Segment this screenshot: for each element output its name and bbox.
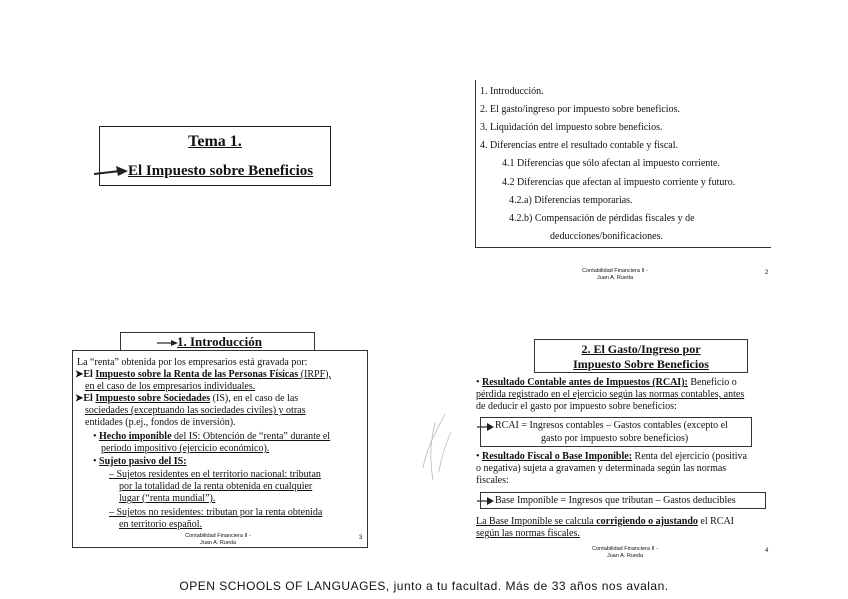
- text-line: sociedades (exceptuando las sociedades civiles) y otras: [85, 405, 306, 416]
- base-imponible-formula-box: [480, 492, 766, 509]
- arrow-right-icon: [94, 165, 130, 179]
- text-line: – Sujetos residentes en el territorio nacional: tributan: [109, 469, 321, 480]
- text-line: ➤El Impuesto sobre la Renta de las Personas Físicas (IRPF),: [75, 369, 331, 380]
- slide2-index-box: [475, 80, 771, 248]
- index-item: 3. Liquidación del impuesto sobre beneficios.: [480, 122, 663, 133]
- arrow-right-icon: [157, 339, 179, 347]
- pen-scribble-mark: [415, 410, 465, 490]
- text-line: – Sujetos no residentes: tributan por la renta obtenida: [109, 507, 323, 518]
- slide2-footer: Contabilidad Financiera II - Juan A. Rueda: [582, 268, 648, 281]
- formula-line: RCAI = Ingresos contables – Gastos contables (excepto el: [495, 420, 728, 431]
- text-line: en el caso de los empresarios individuales.: [85, 381, 256, 392]
- slide3-page-number: 3: [359, 535, 363, 541]
- slide3-header: 1. Introducción: [177, 334, 262, 349]
- text-line: ➤El Impuesto sobre Sociedades (IS), en el caso de las: [75, 393, 299, 404]
- slide3-footer: Contabilidad Financiera II - Juan A. Rueda: [185, 533, 251, 546]
- index-item: 1. Introducción.: [480, 86, 544, 97]
- text-line: o negativa) sujeta a gravamen y determinada según las normas: [476, 463, 727, 474]
- index-item: 4.2.a) Diferencias temporarias.: [509, 195, 633, 206]
- text-line: entidades (p.ej., fondos de inversión).: [85, 417, 236, 428]
- text-line: • Resultado Contable antes de Impuestos (RCAI): Beneficio o: [476, 377, 737, 388]
- text-line: pérdida registrado en el ejercicio según las normas contables, antes: [476, 389, 745, 400]
- formula-line: Base Imponible = Ingresos que tributan – Gastos deducibles: [495, 495, 736, 506]
- index-item: 4.2 Diferencias que afectan al impuesto corriente y futuro.: [502, 177, 736, 188]
- text-line: según las normas fiscales.: [476, 528, 580, 539]
- text-line: • Resultado Fiscal o Base Imponible: Renta del ejercicio (positiva: [476, 451, 747, 462]
- rcai-formula-box: [480, 417, 752, 447]
- slide3-body-box: [72, 350, 368, 548]
- slide2-page-number: 2: [765, 270, 769, 276]
- arrow-right-icon: [477, 422, 495, 432]
- slide1-title-box: [99, 126, 331, 186]
- formula-line: gasto por impuesto sobre beneficios): [541, 433, 689, 444]
- text-line: La “renta” obtenida por los empresarios está gravada por:: [77, 357, 308, 368]
- text-line: La Base Imponible se calcula corrigiendo o ajustando el RCAI: [476, 516, 735, 527]
- slide4-page-number: 4: [765, 548, 769, 554]
- slide1-subtitle: El Impuesto sobre Beneficios: [128, 163, 314, 179]
- index-item: 4. Diferencias entre el resultado contable y fiscal.: [480, 140, 678, 151]
- index-item: deducciones/bonificaciones.: [550, 231, 664, 242]
- text-line: lugar (“renta mundial”).: [119, 493, 216, 504]
- slide4-header-box: [534, 339, 748, 373]
- text-line: en territorio español.: [119, 519, 203, 530]
- arrow-right-icon: [477, 496, 495, 506]
- index-item: 4.1 Diferencias que sólo afectan al impuesto corriente.: [502, 158, 720, 169]
- text-line: periodo impositivo (ejercicio económico).: [101, 443, 270, 454]
- index-item: 2. El gasto/ingreso por impuesto sobre beneficios.: [480, 104, 680, 115]
- text-line: fiscales:: [476, 475, 509, 486]
- slide4-header-line2: Impuesto Sobre Beneficios: [573, 357, 709, 371]
- text-line: • Hecho imponible del IS: Obtención de “renta” durante el: [93, 431, 331, 442]
- index-item: 4.2.b) Compensación de pérdidas fiscales y de: [509, 213, 695, 224]
- slide1-title: Tema 1.: [188, 133, 242, 150]
- slide4-footer: Contabilidad Financiera II - Juan A. Rueda: [592, 546, 658, 559]
- text-line: por la totalidad de la renta obtenida en cualquier: [119, 481, 313, 492]
- slide3-header-box: [120, 332, 315, 351]
- text-line: de deducir el gasto por impuesto sobre beneficios:: [476, 401, 677, 412]
- text-line: • Sujeto pasivo del IS:: [93, 456, 187, 467]
- bottom-banner: OPEN SCHOOLS OF LANGUAGES, junto a tu facultad. Más de 33 años nos avalan.: [179, 579, 669, 593]
- slide4-header-line1: 2. El Gasto/Ingreso por: [581, 342, 701, 356]
